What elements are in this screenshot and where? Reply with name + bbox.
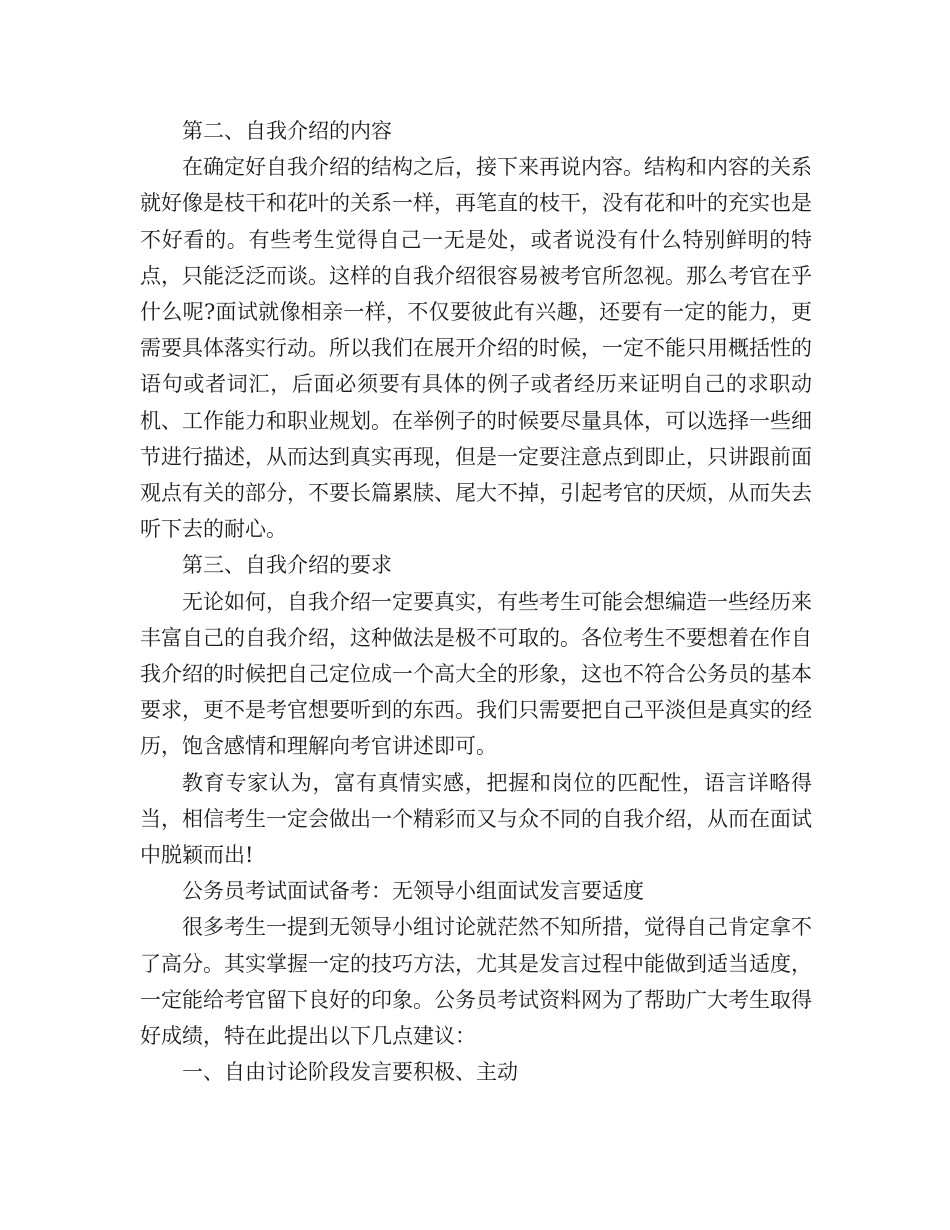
paragraph-leaderless-group-intro: 很多考生一提到无领导小组讨论就茫然不知所措，觉得自己肯定拿不了高分。其实掌握一定的技巧方法，尤其是发言过程中能做到适当适度，一定能给考官留下良好的印象。公务员考试资料网为了帮助广大考生取得好成绩，特在此提出以下几点建议：	[140, 915, 812, 1049]
paragraph-expert-opinion: 教育专家认为，富有真情实感，把握和岗位的匹配性，语言详略得当，相信考生一定会做出一个精彩而又与众不同的自我介绍，从而在面试中脱颖而出!	[140, 770, 812, 868]
document-body	[140, 113, 812, 1090]
section-heading-requirements: 第三、自我介绍的要求	[182, 553, 392, 578]
article-title-leaderless-group: 公务员考试面试备考：无领导小组面试发言要适度	[182, 879, 644, 904]
section-heading-content: 第二、自我介绍的内容	[182, 119, 392, 143]
paragraph-content: 在确定好自我介绍的结构之后，接下来再说内容。结构和内容的关系就好像是枝干和花叶的关系一样，再笔直的枝干，没有花和叶的充实也是不好看的。有些考生觉得自己一无是处，或者说没有什么特别鲜明的特点，只能泛泛而谈。这样的自我介绍很容易被考官所忽视。那么考官在乎什么呢?面试就像相亲一样，不仅要彼此有兴趣，还要有一定的能力，更需要具体落实行动。所以我们在展开介绍的时候，一定不能只用概括性的语句或者词汇，后面必须要有具体的例子或者经历来证明自己的求职动机、工作能力和职业规划。在举例子的时候要尽量具体，可以选择一些细节进行描述，从而达到真实再现，但是一定要注意点到即止，只讲跟前面观点有关的部分，不要长篇累牍、尾大不掉，引起考官的厌烦，从而失去听下去的耐心。	[140, 155, 812, 542]
subheading-free-discussion: 一、自由讨论阶段发言要积极、主动	[182, 1060, 518, 1085]
paragraph-requirements: 无论如何，自我介绍一定要真实，有些考生可能会想编造一些经历来丰富自己的自我介绍，这种做法是极不可取的。各位考生不要想着在作自我介绍的时候把自己定位成一个高大全的形象，这也不符合公务员的基本要求，更不是考官想要听到的东西。我们只需要把自己平淡但是真实的经历，饱含感情和理解向考官讲述即可。	[140, 589, 812, 759]
